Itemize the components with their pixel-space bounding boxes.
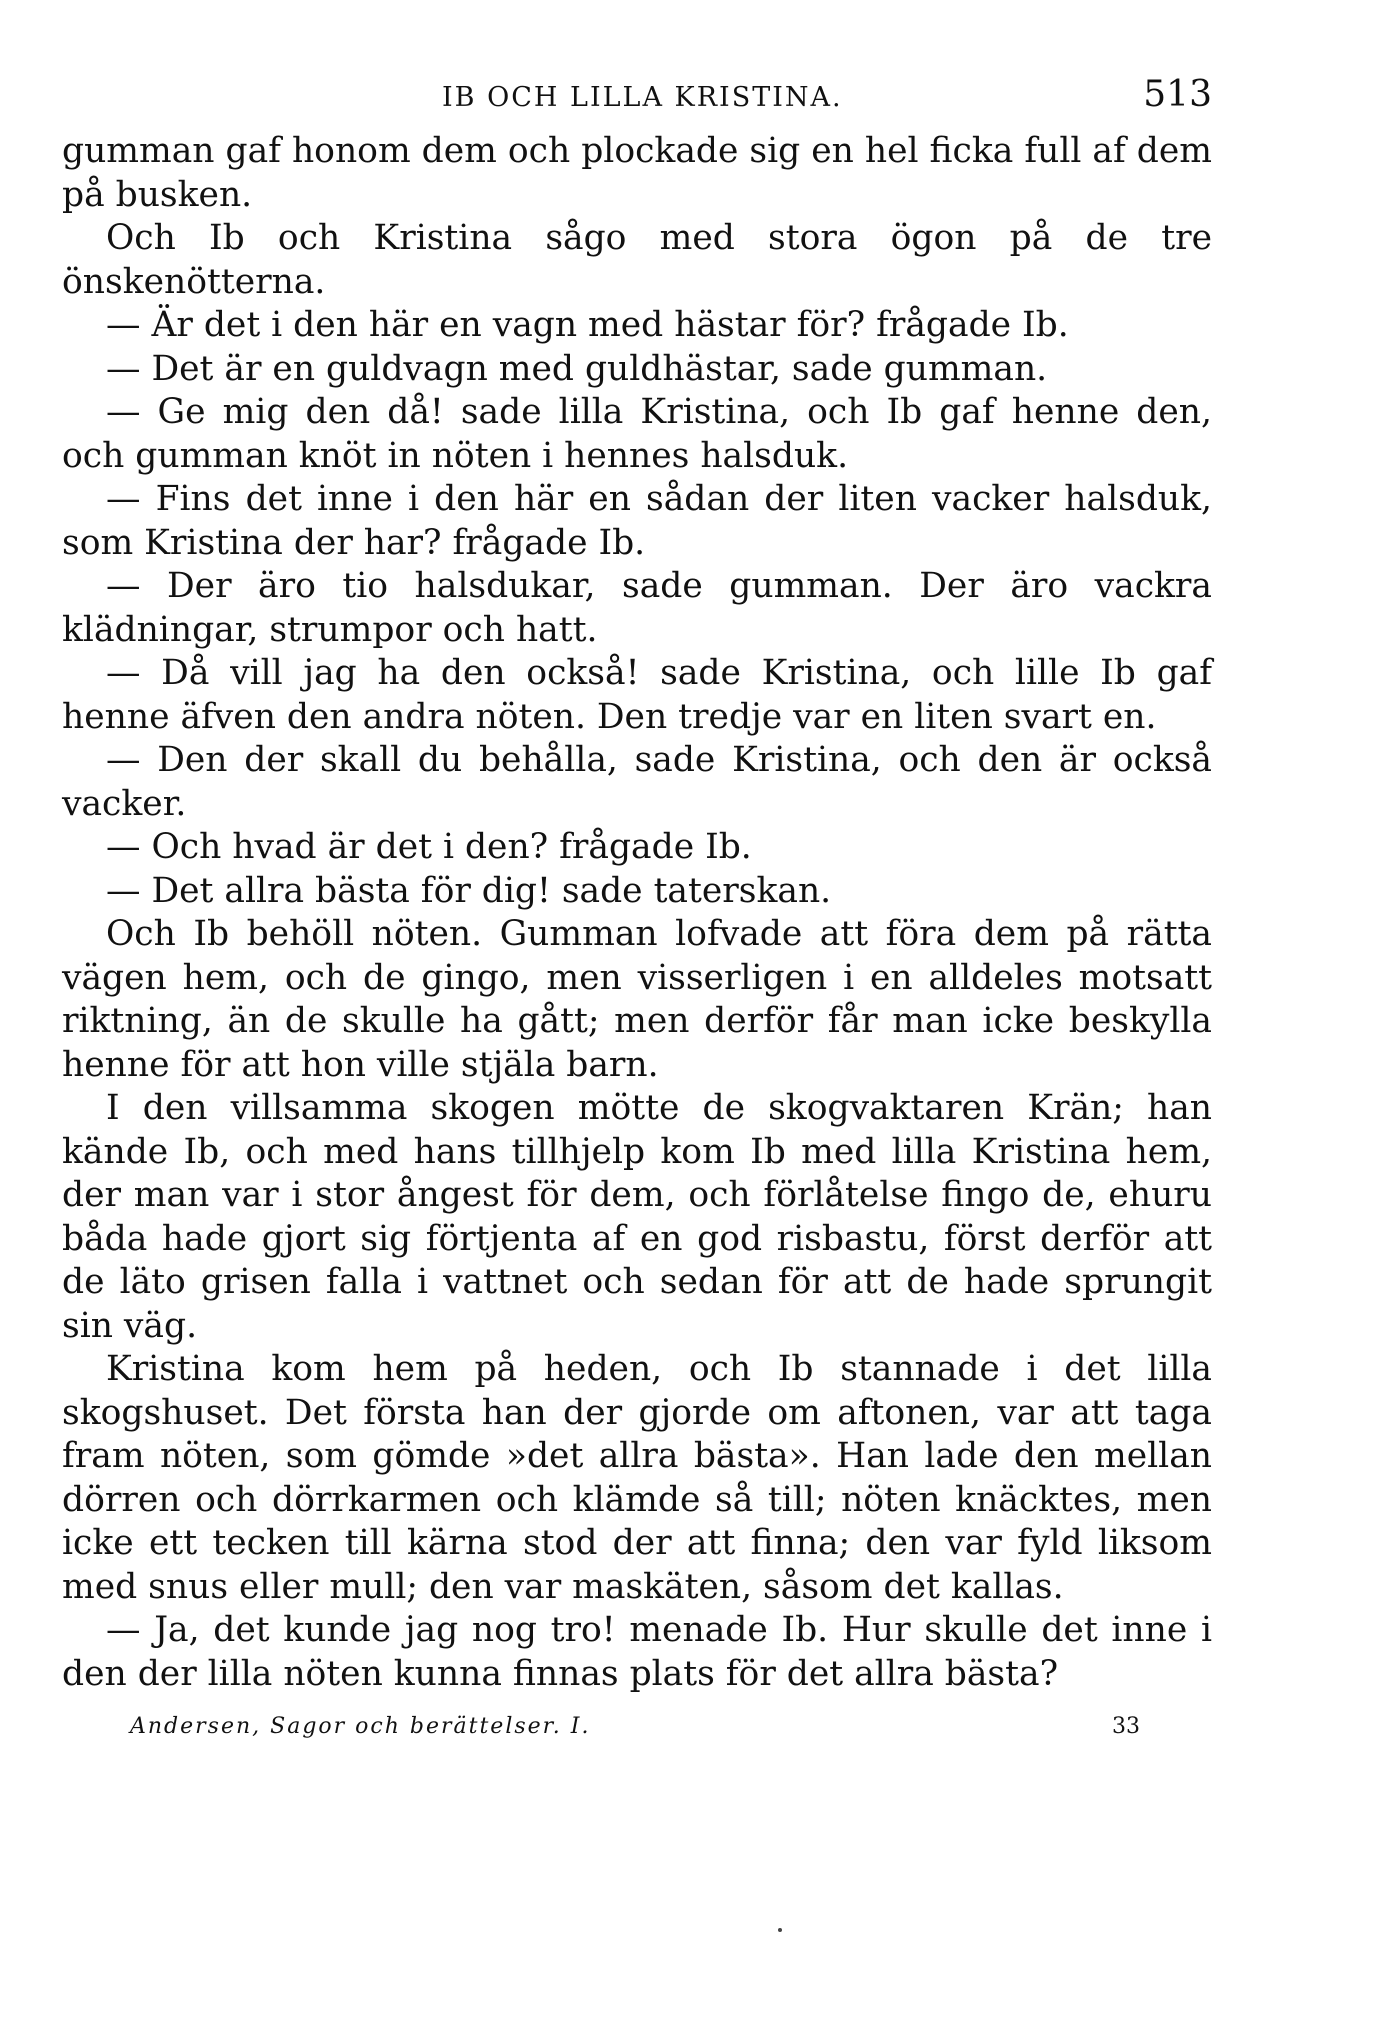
body-text: [62, 130, 1212, 1696]
paragraph: — Fins det inne i den här en sådan der liten vacker halsduk, som Kristina der har? frågade Ib.: [62, 479, 1212, 563]
printer-signature: Andersen, Sagor och berättelser. I.: [130, 1714, 591, 1739]
running-title: IB OCH LILLA KRISTINA.: [442, 82, 843, 113]
paragraph: — Då vill jag ha den också! sade Kristina, och lille Ib gaf henne äfven den andra nöten. Den tredje var en liten svart en.: [62, 653, 1212, 737]
paragraph: — Der äro tio halsdukar, sade gumman. Der äro vackra klädningar, strumpor och hatt.: [62, 566, 1212, 650]
paragraph: gumman gaf honom dem och plockade sig en hel ficka full af dem på busken.: [62, 131, 1212, 215]
book-page: [62, 70, 1212, 1754]
paragraph: Kristina kom hem på heden, och Ib stannade i det lilla skogshuset. Det första han der gjorde om aftonen, var att taga fram nöten, som gömde »det allra bästa». Han lade den mellan dörren och dörrkarmen och klämde så till; nöten knäcktes, men icke ett tecken till kärna stod der att finna; den var fyld liksom med snus eller mull; den var maskäten, såsom det kallas.: [62, 1349, 1212, 1607]
paragraph: — Ja, det kunde jag nog tro! menade Ib. Hur skulle det inne i den der lilla nöten kunna finnas plats för det allra bästa?: [62, 1610, 1212, 1694]
running-header: [62, 70, 1212, 130]
paragraph: — Är det i den här en vagn med hästar för? frågade Ib.: [106, 305, 1069, 345]
paragraph: — Ge mig den då! sade lilla Kristina, och Ib gaf henne den, och gumman knöt in nöten i hennes halsduk.: [62, 392, 1212, 476]
paragraph: — Det är en guldvagn med guldhästar, sade gumman.: [106, 348, 1048, 389]
paragraph: Och Ib och Kristina sågo med stora ögon på de tre önskenötterna.: [62, 218, 1212, 302]
paragraph: Och Ib behöll nöten. Gumman lofvade att föra dem på rätta vägen hem, och de gingo, men visserligen i en alldeles motsatt riktning, än de skulle ha gått; men derför får man icke beskylla henne för att hon ville stjäla barn.: [62, 914, 1212, 1085]
paragraph: — Den der skall du behålla, sade Kristina, och den är också vacker.: [62, 740, 1212, 824]
paragraph: — Och hvad är det i den? frågade Ib.: [106, 827, 752, 867]
paragraph: — Det allra bästa för dig! sade taterskan.: [106, 870, 832, 911]
page-number: 513: [1143, 74, 1212, 115]
paragraph: I den villsamma skogen mötte de skogvaktaren Krän; han kände Ib, och med hans tillhjelp kom Ib med lilla Kristina hem, der man var i stor ångest för dem, och förlåtelse fingo de, ehuru båda hade gjort sig förtjenta af en god risbastu, först derför att de läto grisen falla i vattnet och sedan för att de hade sprungit sin väg.: [62, 1088, 1212, 1346]
paper-speck: [778, 1928, 782, 1932]
signature-line: [62, 1714, 1212, 1754]
sheet-number: 33: [1112, 1714, 1140, 1739]
